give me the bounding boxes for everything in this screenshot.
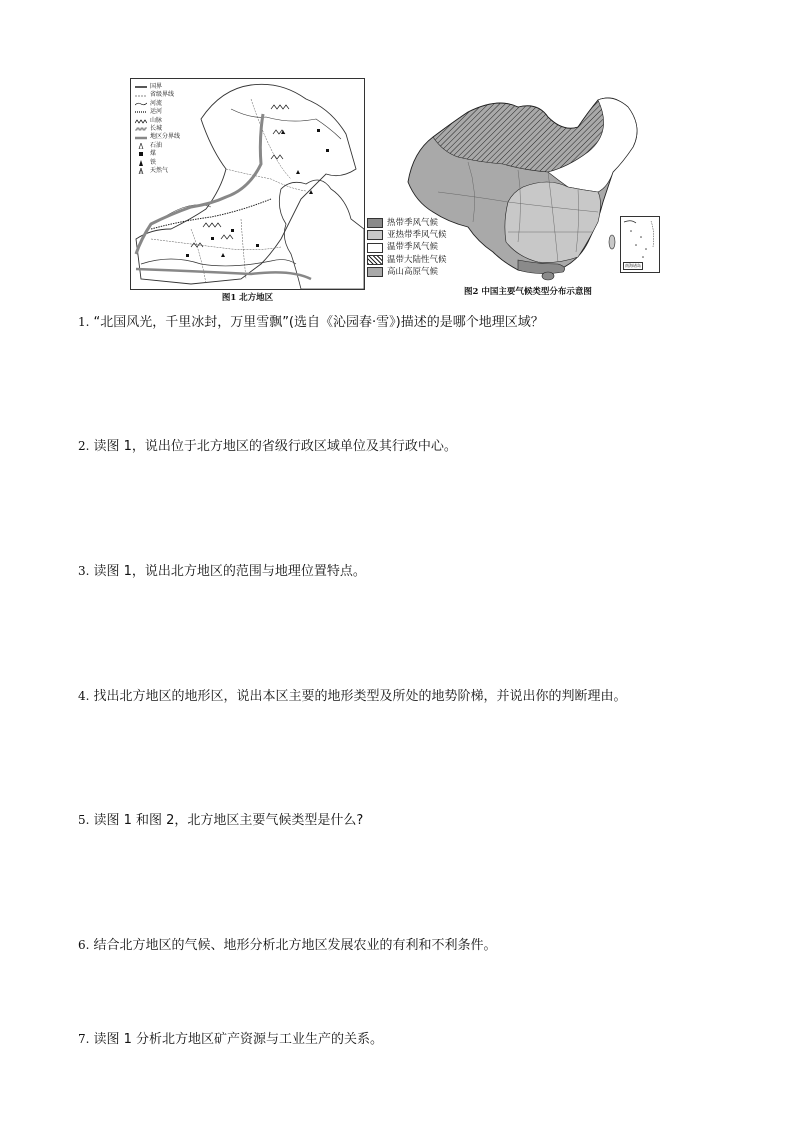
legend-item-mountain: 山脉	[135, 117, 197, 125]
canal-icon	[135, 109, 147, 115]
border-line-icon	[135, 84, 147, 90]
legend-item-great-wall: 长城	[135, 125, 197, 133]
south-china-sea-inset	[620, 216, 660, 273]
figure1-legend	[135, 83, 197, 175]
legend-item-tropical-monsoon: 热带季风气候	[367, 217, 447, 229]
legend-item-highland: 高山高原气候	[367, 266, 447, 278]
legend-item-river: 河流	[135, 100, 197, 108]
oil-icon	[135, 143, 147, 149]
legend-item-coal: 煤	[135, 150, 197, 158]
question-3: 3. 读图 1，说出北方地区的范围与地理位置特点。	[78, 564, 366, 579]
legend-item-subtropical-monsoon: 亚热带季风气候	[367, 229, 447, 241]
coal-icon	[135, 151, 147, 157]
figure2-legend	[367, 217, 447, 278]
figure1-map	[130, 78, 365, 290]
question-5: 5. 读图 1 和图 2，北方地区主要气候类型是什么?	[78, 813, 364, 828]
temperate-monsoon-swatch	[367, 243, 383, 253]
mountain-icon	[135, 118, 147, 124]
question-6: 6. 结合北方地区的气候、地形分析北方地区发展农业的有利和不利条件。	[78, 938, 497, 953]
legend-item-region-boundary: 地区分界线	[135, 133, 197, 141]
inset-label: 南海诸岛	[625, 263, 641, 268]
legend-item-canal: 运河	[135, 108, 197, 116]
legend-item-temperate-continental: 温带大陆性气候	[367, 254, 447, 266]
gas-icon	[135, 168, 147, 174]
iron-icon	[135, 160, 147, 166]
legend-item-iron: 铁	[135, 159, 197, 167]
subtropical-monsoon-swatch	[367, 230, 383, 240]
figure1-caption: 图1 北方地区	[221, 293, 274, 303]
question-1: 1. “北国风光，千里冰封，万里雪飘”(选自《沁园春·雪》)描述的是哪个地理区域？	[78, 315, 544, 330]
region-boundary-icon	[135, 135, 147, 141]
question-4: 4. 找出北方地区的地形区，说出本区主要的地形类型及所处的地势阶梯，并说出你的判断理由。	[78, 689, 627, 704]
legend-item-border: 国界	[135, 83, 197, 91]
temperate-continental-swatch	[367, 255, 383, 265]
question-2: 2. 读图 1，说出位于北方地区的省级行政区域单位及其行政中心。	[78, 439, 457, 454]
legend-item-province: 省级界线	[135, 91, 197, 99]
river-icon	[135, 101, 147, 107]
great-wall-icon	[135, 126, 147, 132]
legend-item-temperate-monsoon: 温带季风气候	[367, 241, 447, 253]
legend-item-oil: 石油	[135, 142, 197, 150]
highland-swatch	[367, 267, 383, 277]
legend-item-gas: 天然气	[135, 167, 197, 175]
figure2-caption: 图2 中国主要气候类型分布示意图	[464, 287, 592, 297]
tropical-monsoon-swatch	[367, 218, 383, 228]
question-7: 7. 读图 1 分析北方地区矿产资源与工业生产的关系。	[78, 1032, 383, 1047]
province-line-icon	[135, 93, 147, 99]
